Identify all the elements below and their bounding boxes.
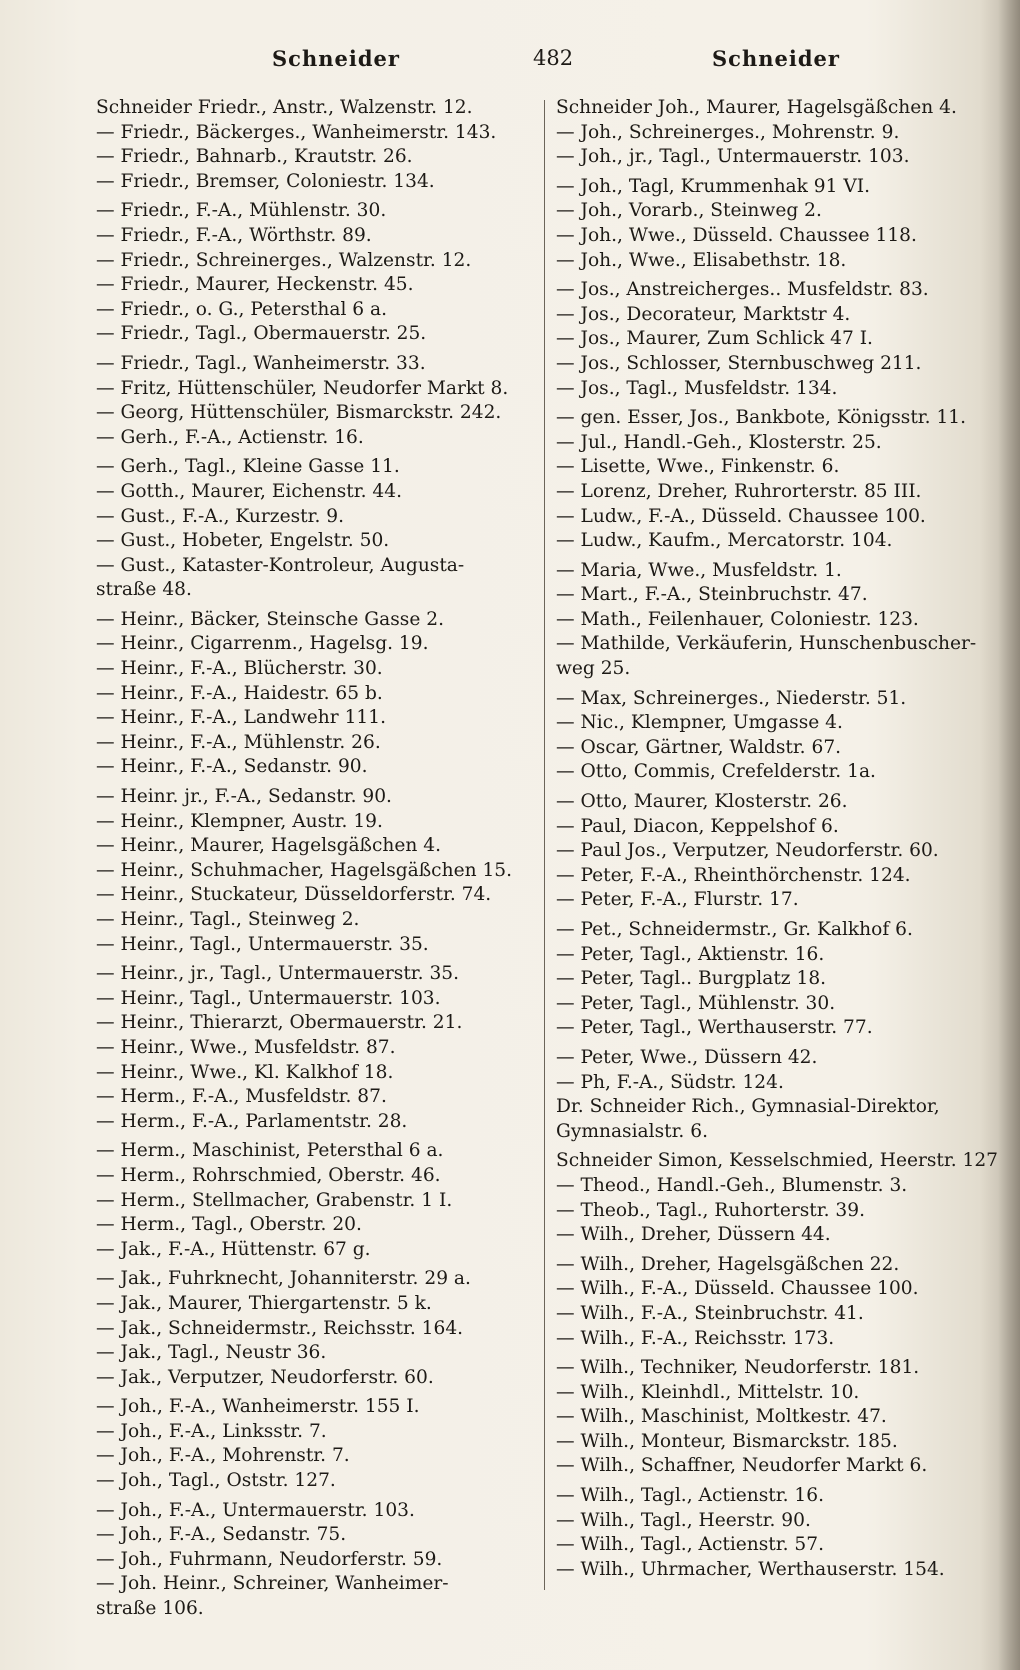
directory-entry: — Wilh., Monteur, Bismarckstr. 185. xyxy=(556,1430,898,1452)
directory-entry: — Jak., F.-A., Hüttenstr. 67 g. xyxy=(96,1238,371,1260)
directory-entry: — Theob., Tagl., Ruhorterstr. 39. xyxy=(556,1199,865,1221)
directory-entry: — Joh., F.-A., Untermauerstr. 103. xyxy=(96,1499,415,1521)
directory-entry: — Heinr., Tagl., Untermauerstr. 35. xyxy=(96,933,429,955)
directory-entry: — Friedr., Schreinerges., Walzenstr. 12. xyxy=(96,249,472,271)
directory-entry: — Nic., Klempner, Umgasse 4. xyxy=(556,712,843,734)
left-column xyxy=(96,96,526,1622)
directory-entry: — Wilh., Maschinist, Moltkestr. 47. xyxy=(556,1406,887,1428)
directory-entry: — Peter, Tagl., Aktienstr. 16. xyxy=(556,943,825,965)
directory-entry: — Heinr., F.-A., Sedanstr. 90. xyxy=(96,756,368,778)
directory-entry: — Peter, Tagl., Mühlenstr. 30. xyxy=(556,992,836,1014)
directory-entry: — Friedr., F.-A., Mühlenstr. 30. xyxy=(96,200,387,222)
directory-entry: — Gerh., Tagl., Kleine Gasse 11. xyxy=(96,456,400,478)
directory-entry: Schneider Simon, Kesselschmied, Heerstr. 127 xyxy=(556,1150,999,1172)
directory-entry: Schneider Joh., Maurer, Hagelsgäßchen 4. xyxy=(556,97,957,118)
directory-entry: — Joh., F.-A., Linksstr. 7. xyxy=(96,1420,327,1442)
directory-entry: — Paul Jos., Verputzer, Neudorferstr. 60. xyxy=(556,840,939,862)
directory-entry: — Joh. Heinr., Schreiner, Wanheimer- xyxy=(96,1573,449,1595)
directory-entry: — Joh., Schreinerges., Mohrenstr. 9. xyxy=(556,121,900,143)
directory-entry: — Joh., Vorarb., Steinweg 2. xyxy=(556,200,822,222)
directory-entry: — Ph, F.-A., Südstr. 124. xyxy=(556,1071,784,1093)
directory-entry: — Wilh., Techniker, Neudorferstr. 181. xyxy=(556,1357,920,1379)
directory-entry: — Peter, F.-A., Rheinthörchenstr. 124. xyxy=(556,864,911,886)
directory-entry: — Max, Schreinerges., Niederstr. 51. xyxy=(556,687,907,709)
directory-entry: Schneider Friedr., Anstr., Walzenstr. 12. xyxy=(96,97,473,118)
directory-entry: — Math., Feilenhauer, Coloniestr. 123. xyxy=(556,608,919,630)
right-running-head: Schneider xyxy=(712,46,840,71)
directory-entry: — Friedr., Bremser, Coloniestr. 134. xyxy=(96,170,435,192)
directory-entry: — Jak., Tagl., Neustr 36. xyxy=(96,1342,327,1364)
directory-entry: — Joh., Tagl, Krummenhak 91 VI. xyxy=(556,175,871,197)
directory-entry: — Joh., jr., Tagl., Untermauerstr. 103. xyxy=(556,146,910,168)
directory-entry: — Mathilde, Verkäuferin, Hunschenbuscher- xyxy=(556,633,977,655)
directory-entry: — Otto, Commis, Crefelderstr. 1a. xyxy=(556,761,876,783)
directory-entry: — Wilh., Schaffner, Neudorfer Markt 6. xyxy=(556,1455,928,1477)
directory-entry: — Theod., Handl.-Geh., Blumenstr. 3. xyxy=(556,1174,908,1196)
directory-entry: — Friedr., Bäckerges., Wanheimerstr. 143. xyxy=(96,121,497,143)
directory-entry: — Heinr., F.-A., Blücherstr. 30. xyxy=(96,658,383,680)
page-edge-shadow xyxy=(998,0,1020,1670)
directory-entry: — Heinr., Cigarrenm., Hagelsg. 19. xyxy=(96,633,429,655)
page-number: 482 xyxy=(533,46,574,70)
directory-entry: — Wilh., F.-A., Düsseld. Chaussee 100. xyxy=(556,1278,919,1300)
directory-entry: — Peter, F.-A., Flurstr. 17. xyxy=(556,889,799,911)
directory-entry: — Friedr., Bahnarb., Krautstr. 26. xyxy=(96,146,413,168)
directory-entry: — Wilh., Dreher, Düssern 44. xyxy=(556,1224,831,1246)
directory-entry: — Wilh., Uhrmacher, Werthauserstr. 154. xyxy=(556,1558,945,1580)
directory-entry: — Heinr., jr., Tagl., Untermauerstr. 35. xyxy=(96,963,460,985)
directory-entry: — Joh., Wwe., Düsseld. Chaussee 118. xyxy=(556,224,917,246)
directory-entry: — Fritz, Hüttenschüler, Neudorfer Markt 8. xyxy=(96,377,509,399)
directory-entry: — Heinr. jr., F.-A., Sedanstr. 90. xyxy=(96,786,392,808)
directory-entry: straße 106. xyxy=(96,1598,204,1620)
directory-entry: — Heinr., F.-A., Haidestr. 65 b. xyxy=(96,682,383,704)
directory-entry: — Joh., F.-A., Mohrenstr. 7. xyxy=(96,1445,350,1467)
directory-entry: — Ludw., Kaufm., Mercatorstr. 104. xyxy=(556,530,893,552)
directory-entry: — Heinr., Wwe., Musfeldstr. 87. xyxy=(96,1036,396,1058)
directory-entry: — Heinr., Bäcker, Steinsche Gasse 2. xyxy=(96,608,444,630)
directory-entry: — Wilh., F.-A., Reichsstr. 173. xyxy=(556,1327,835,1349)
directory-entry: Gymnasialstr. 6. xyxy=(556,1120,708,1142)
directory-entry: — Friedr., Tagl., Wanheimerstr. 33. xyxy=(96,352,426,374)
directory-entry: — Lorenz, Dreher, Ruhrorterstr. 85 III. xyxy=(556,480,922,502)
directory-entry: — Wilh., Dreher, Hagelsgäßchen 22. xyxy=(556,1253,900,1275)
directory-entry: — Gust., Kataster-Kontroleur, Augusta- xyxy=(96,554,465,576)
directory-entry: straße 48. xyxy=(96,579,192,601)
directory-entry: — Peter, Tagl.. Burgplatz 18. xyxy=(556,968,827,990)
directory-entry: — Friedr., F.-A., Wörthstr. 89. xyxy=(96,224,372,246)
directory-entry: — Joh., F.-A., Sedanstr. 75. xyxy=(96,1524,347,1546)
directory-entry: — Heinr., Maurer, Hagelsgäßchen 4. xyxy=(96,835,441,857)
directory-entry: — Georg, Hüttenschüler, Bismarckstr. 242. xyxy=(96,402,502,424)
directory-entry: — Jos., Maurer, Zum Schlick 47 I. xyxy=(556,328,873,350)
directory-entry: — Herm., Stellmacher, Grabenstr. 1 I. xyxy=(96,1189,453,1211)
directory-entry: — Jos., Tagl., Musfeldstr. 134. xyxy=(556,377,838,399)
directory-entry: — Heinr., Tagl., Steinweg 2. xyxy=(96,909,360,930)
directory-entry: — Heinr., Thierarzt, Obermauerstr. 21. xyxy=(96,1012,463,1034)
directory-entry: — Wilh., F.-A., Steinbruchstr. 41. xyxy=(556,1302,864,1324)
directory-entry: — Heinr., Wwe., Kl. Kalkhof 18. xyxy=(96,1061,394,1083)
directory-entry: — Maria, Wwe., Musfeldstr. 1. xyxy=(556,559,842,581)
directory-entry: — Heinr., F.-A., Landwehr 111. xyxy=(96,707,386,729)
directory-entry: — Heinr., Stuckateur, Düsseldorferstr. 74. xyxy=(96,884,492,906)
directory-entry: — Wilh., Tagl., Heerstr. 90. xyxy=(556,1509,811,1531)
directory-entry: — Gotth., Maurer, Eichenstr. 44. xyxy=(96,480,402,502)
directory-entry: — Pet., Schneidermstr., Gr. Kalkhof 6. xyxy=(556,919,913,940)
directory-entry: — Friedr., o. G., Petersthal 6 a. xyxy=(96,298,388,320)
right-column xyxy=(556,96,999,1582)
directory-entry: — Oscar, Gärtner, Waldstr. 67. xyxy=(556,736,842,758)
directory-entry: — Jos., Schlosser, Sternbuschweg 211. xyxy=(556,352,922,374)
directory-entry: — Wilh., Tagl., Actienstr. 16. xyxy=(556,1485,825,1507)
directory-entry: — Heinr., Klempner, Austr. 19. xyxy=(96,810,383,832)
column-divider xyxy=(544,100,545,1590)
directory-entry: — Herm., Rohrschmied, Oberstr. 46. xyxy=(96,1164,441,1186)
directory-entry: — Herm., F.-A., Parlamentstr. 28. xyxy=(96,1110,408,1132)
directory-entry: — Herm., F.-A., Musfeldstr. 87. xyxy=(96,1086,387,1108)
directory-entry: — Joh., F.-A., Wanheimerstr. 155 I. xyxy=(96,1396,420,1418)
directory-entry: — Lisette, Wwe., Finkenstr. 6. xyxy=(556,456,840,478)
directory-entry: — Joh., Tagl., Oststr. 127. xyxy=(96,1470,336,1492)
directory-entry: — Ludw., F.-A., Düsseld. Chaussee 100. xyxy=(556,505,926,527)
directory-entry: — Jak., Verputzer, Neudorferstr. 60. xyxy=(96,1366,434,1388)
directory-entry: — Heinr., F.-A., Mühlenstr. 26. xyxy=(96,731,381,753)
directory-entry: — Peter, Wwe., Düssern 42. xyxy=(556,1046,818,1068)
directory-entry: — Gust., Hobeter, Engelstr. 50. xyxy=(96,530,390,552)
directory-entry: — Jak., Maurer, Thiergartenstr. 5 k. xyxy=(96,1292,432,1314)
left-running-head: Schneider xyxy=(272,46,400,71)
directory-entry: — Jul., Handl.-Geh., Klosterstr. 25. xyxy=(556,431,882,453)
directory-entry: — Heinr., Schuhmacher, Hagelsgäßchen 15. xyxy=(96,859,513,881)
directory-entry: — Mart., F.-A., Steinbruchstr. 47. xyxy=(556,584,868,606)
directory-entry: — Jos., Anstreicherges.. Musfeldstr. 83. xyxy=(556,279,929,301)
directory-entry: — Herm., Tagl., Oberstr. 20. xyxy=(96,1214,362,1236)
directory-entry: — Jak., Fuhrknecht, Johanniterstr. 29 a. xyxy=(96,1268,471,1290)
directory-entry: — Wilh., Kleinhdl., Mittelstr. 10. xyxy=(556,1381,860,1403)
directory-entry: weg 25. xyxy=(556,658,631,680)
directory-entry: — Joh., Fuhrmann, Neudorferstr. 59. xyxy=(96,1548,443,1570)
directory-entry: — Jos., Decorateur, Marktstr 4. xyxy=(556,303,851,325)
directory-entry: — Gust., F.-A., Kurzestr. 9. xyxy=(96,505,344,527)
directory-entry: — Wilh., Tagl., Actienstr. 57. xyxy=(556,1534,825,1556)
directory-entry: — Otto, Maurer, Klosterstr. 26. xyxy=(556,791,848,813)
directory-entry: — Paul, Diacon, Keppelshof 6. xyxy=(556,815,839,837)
directory-entry: — gen. Esser, Jos., Bankbote, Königsstr. 11. xyxy=(556,407,967,429)
directory-entry: — Gerh., F.-A., Actienstr. 16. xyxy=(96,426,364,448)
page-header xyxy=(0,46,1020,76)
directory-entry: — Friedr., Maurer, Heckenstr. 45. xyxy=(96,274,414,296)
directory-entry: — Peter, Tagl., Werthauserstr. 77. xyxy=(556,1017,873,1039)
directory-entry: — Jak., Schneidermstr., Reichsstr. 164. xyxy=(96,1317,464,1339)
directory-entry: — Herm., Maschinist, Petersthal 6 a. xyxy=(96,1140,444,1162)
directory-entry: Dr. Schneider Rich., Gymnasial-Direktor, xyxy=(556,1096,940,1118)
directory-entry: — Heinr., Tagl., Untermauerstr. 103. xyxy=(96,987,441,1009)
directory-entry: — Joh., Wwe., Elisabethstr. 18. xyxy=(556,249,847,271)
directory-entry: — Friedr., Tagl., Obermauerstr. 25. xyxy=(96,323,427,345)
